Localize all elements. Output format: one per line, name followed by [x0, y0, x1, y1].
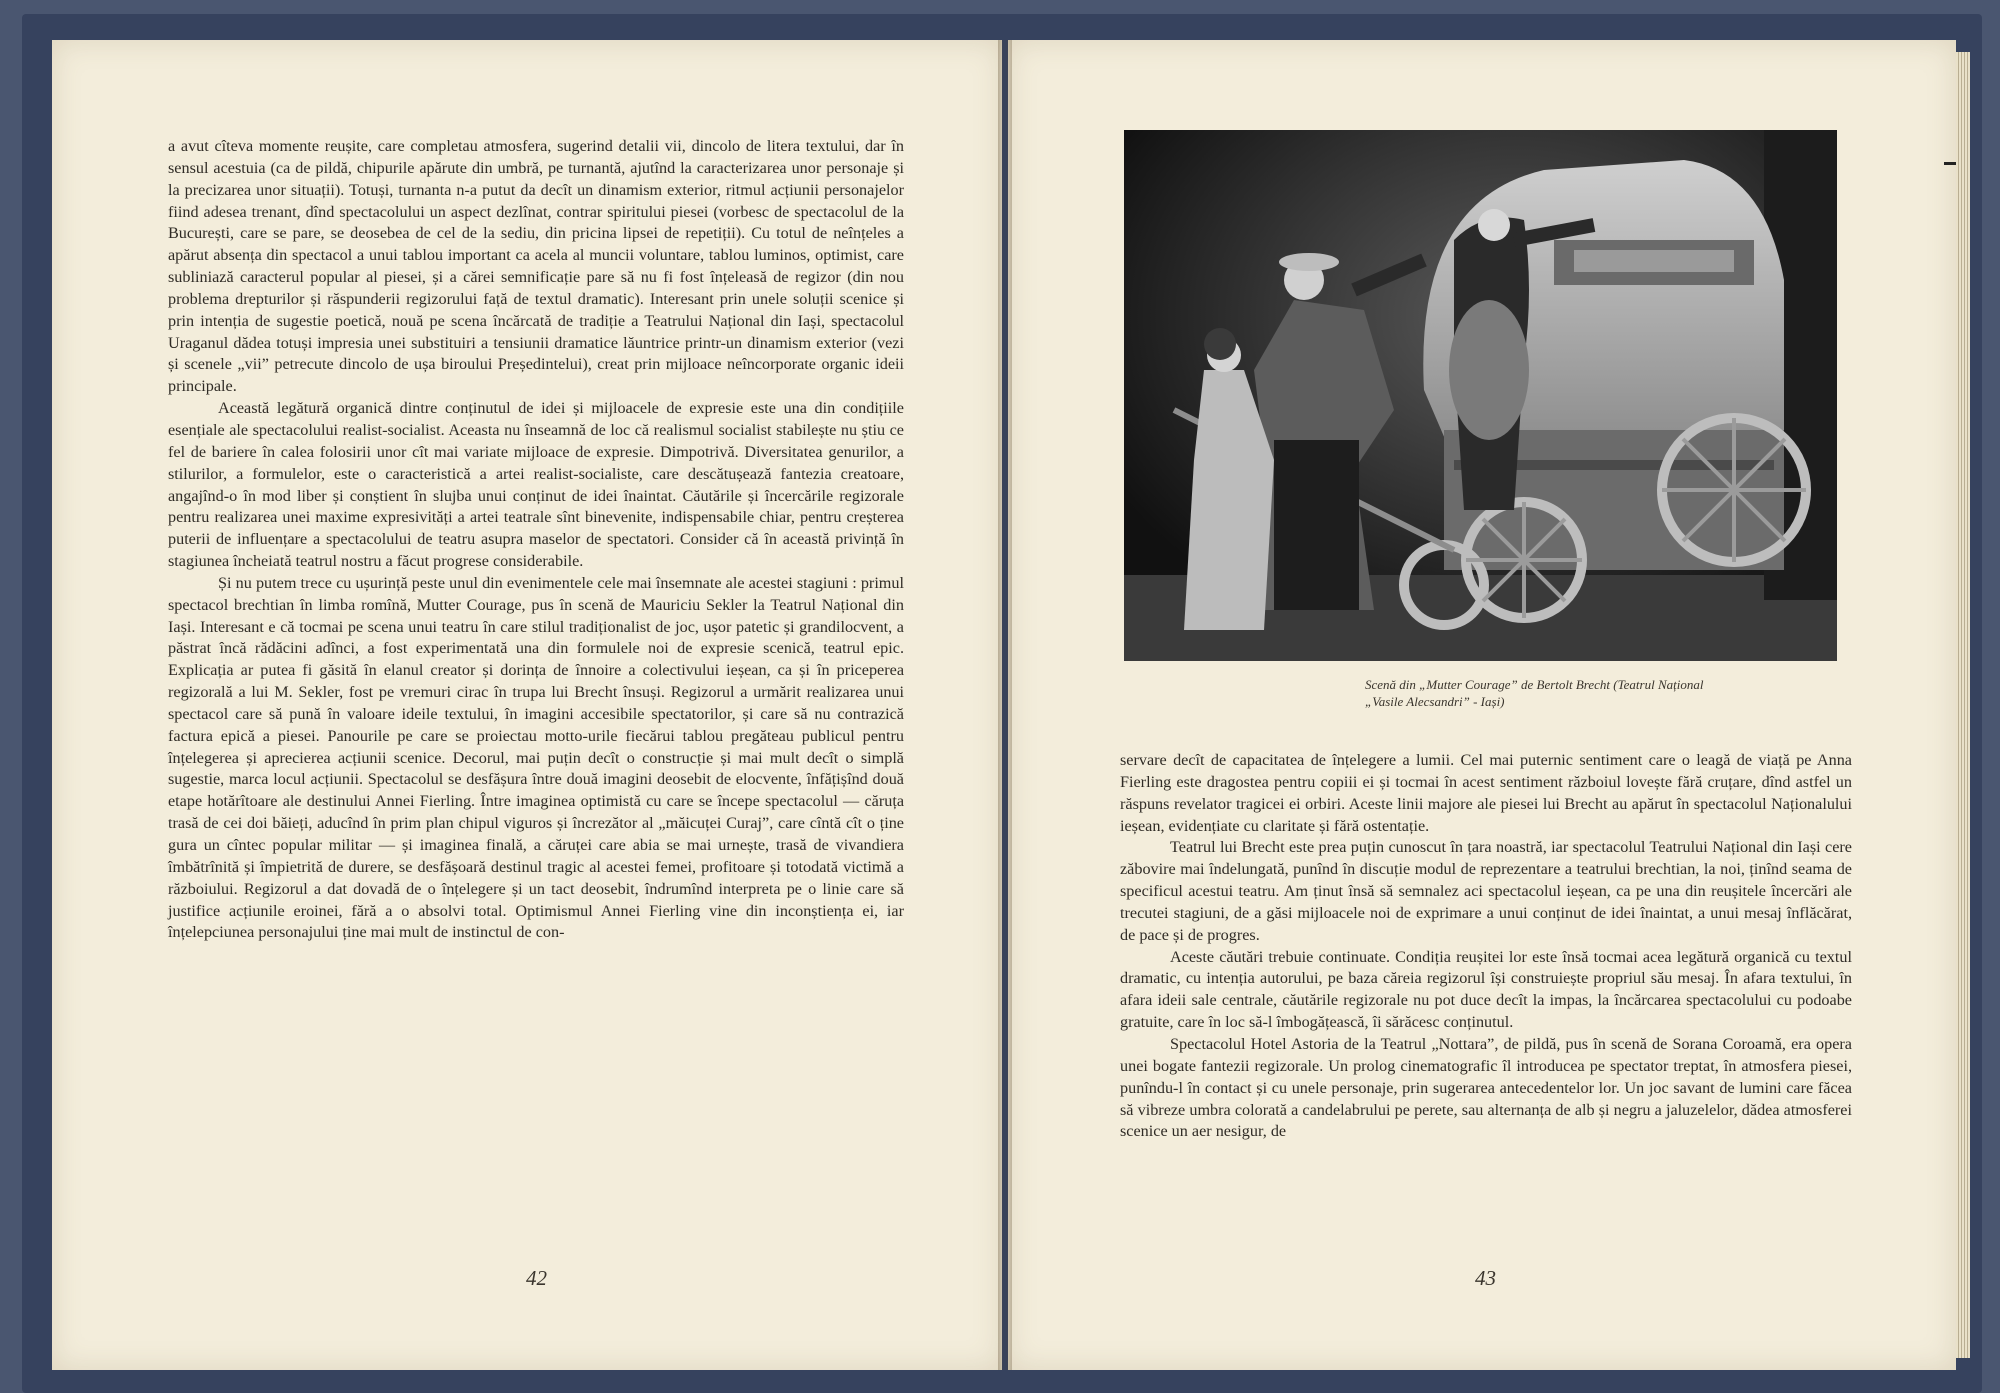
book-gutter — [998, 40, 1012, 1370]
paragraph: Și nu putem trece cu ușurință peste unul din evenimentele cele mai însemnate ale acestei stagiuni : primul spectacol brechtian în limba romînă, Mutter Courage, pus în scenă de Mauriciu Sekler la Teatrul Național din Iași. Interesant e că tocmai pe scena unui teatru în care stilul tradiționalist de joc, ușor patetic și grandilocvent, a păstrat încă rădăcini adînci, a fost experimentată una din formulele noi de expresie scenică, teatrul epic. Explicația ar putea fi găsită în elanul creator și dorința de înnoire a colectivului ieșean, ca și în priceperea regizorală a lui M. Sekler, fost pe vremuri cirac în trupa lui Brecht însuși. Regizorul a urmărit realizarea unui spectacol care să pună în valoare ideile textului, în imagini accesibile spectatorilor, și care să nu contrazică factura epică a piesei. Panourile pe care se proiectau motto-urile fiecărui tablou pregăteau publicul pentru înțelegerea și aprecierea acțiunii scenice. Decorul, mai puțin decît o construcție și mai mult decît o simplă sugestie, marca locul acțiunii. Spectacolul se desfășura între două imagini deosebit de elocvente, înfățișînd două etape hotărîtoare ale destinului Annei Fierling. Între imaginea optimistă cu care se începe spectacolul — căruța trasă de cei doi băieți, aducînd în prim plan chipul viguros și încrezător al „măicuței Curaj”, care cîntă cît o ține gura un cîntec popular militar — și imaginea finală, a căruței care abia se mai urnește, trasă de vivandiera îmbătrînită și împietrită de durere, se desfășoară destinul tragic al acestei femei, profitoare și totodată victimă a războiului. Regizorul a dat dovadă de o înțelegere și un tact deosebit, îndrumînd interpreta pe o linie care să justifice acțiunile eroinei, fără a o absolvi total. Optimismul Annei Fierling vine din inconștiența ei, iar înțelepciunea personajului ține mai mult de instinctul de con- — [168, 573, 904, 942]
photo-caption — [1365, 676, 1850, 710]
paragraph: Teatrul lui Brecht este prea puțin cunoscut în țara noastră, iar spectacolul Teatrului Național din Iași cere zăbovire mai îndelungată, punînd în discuție modul de reprezentare a teatrului brechtian, la noi, ținînd seama de specificul acestui teatru. Am ținut însă să semnalez aci spectacolul ieșean, ca pe una din reușitele încercări ale trecutei stagiuni, de a găsi mijloacele noi de exprimare a unui conținut de idei înaintat, a unui mesaj înflăcărat, de pace și de progres. — [1120, 838, 1852, 944]
paragraph: servare decît de capacitatea de înțelegere a lumii. Cel mai puternic sentiment care o leagă de viață pe Anna Fierling este dragostea pentru copiii ei și tocmai în acest sentiment războiul lovește fără cruțare, dînd astfel un răspuns revelator tragicei ei orbiri. Aceste linii majore ale piesei lui Brecht au apărut în spectacolul Naționalului ieșean, evidențiate cu claritate și fără ostentație. — [1120, 751, 1852, 835]
page-number-left: 42 — [526, 1266, 547, 1290]
page-edges — [1956, 52, 1970, 1358]
stage-photo — [1124, 130, 1837, 661]
page-number-right: 43 — [1475, 1266, 1496, 1290]
right-page-text — [1120, 750, 1852, 1143]
paragraph: Această legătură organică dintre conținutul de idei și mijloacele de expresie este una din condițiile esențiale ale spectacolului realist-socialist. Aceasta nu înseamnă de loc că realismul socialist stabilește nu știu ce fel de bariere în calea folosirii unor cît mai variate mijloace de expresie. Dimpotrivă. Diversitatea genurilor, a stilurilor, a formulelor, este o caracteristică a artei realist-socialiste, care descătușează fantezia creatoare, angajînd-o în mod liber și conștient în slujba unui conținut de idei înaintat. Căutările și încercările regizorale pentru realizarea unei maxime expresivități a artei teatrale sînt binevenite, indispensabile chiar, pentru creșterea puterii de influențare a spectacolului de teatru asupra maselor de spectatori. Consider că în această privință în stagiunea încheiată teatrul nostru a făcut progrese considerabile. — [168, 399, 904, 571]
paragraph: Aceste căutări trebuie continuate. Condiția reușitei lor este însă tocmai acea legătură organică cu textul dramatic, cu intenția autorului, pe baza căreia regizorul își construiește propriul său mesaj. În afara textului, în afara ideii sale centrale, căutările regizorale nu pot duce decît la impas, la încărcarea spectacolului cu podoabe gratuite, care în loc să-l îmbogățească, îi sărăcesc conținutul. — [1120, 947, 1852, 1032]
left-page-text — [168, 136, 904, 944]
paragraph: Spectacolul Hotel Astoria de la Teatrul „Nottara”, de pildă, pus în scenă de Sorana Coroamă, era opera unei bogate fantezii regizorale. Un prolog cinematografic îl introducea pe spectator treptat, în atmosfera piesei, punîndu-l în contact și cu unele personaje, prin sugerarea antecedentelor lor. Un joc savant de lumini care făcea să vibreze umbra colorată a candelabrului pe perete, sau alternanța de alb și negru a jaluzelelor, dădea atmosferei scenice un aer nesigur, de — [1120, 1034, 1852, 1141]
margin-mark — [1944, 162, 1956, 165]
caption-line: Scenă din „Mutter Courage” de Bertolt Brecht (Teatrul Național — [1365, 677, 1704, 692]
caption-line: „Vasile Alecsandri” - Iași) — [1365, 694, 1505, 709]
paragraph: a avut cîteva momente reușite, care completau atmosfera, sugerind detalii vii, dincolo de litera textului, dar în sensul acestuia (ca de pildă, chipurile apărute din umbră, pe turnantă, ajutînd la caracterizarea unor personaje și la precizarea unor situații). Totuși, turnanta n-a putut da decît un dinamism exterior, ritmul acțiunii personajelor fiind adesea trenant, dînd spectacolului un aspect dezlînat, contrar spiritului piesei (vorbesc de spectacolul de la București, care se pare, se deosebea de cel de la sediu, din pricina lipsei de repetiții). Cu totul de neînțeles a apărut absența din spectacol a unui tablou important ca acela al muncii voluntare, tablou luminos, optimist, care subliniază caracterul popular al piesei, și a cărei semnificație pare să nu fi fost înțeleasă de regizor (din nou problema drepturilor și răspunderii regizorului față de textul dramatic). Interesant prin unele soluții scenice și prin intenția de sugestie poetică, nouă pe scena încărcată de tradiție a Teatrului Național din Iași, spectacolul Uraganul dădea totuși impresia unei substituiri a tensiunii dramatice lăuntrice printr-un dinamism exterior (vezi și scenele „vii” petrecute dincolo de ușa biroului Președintelui), creat prin mijloace neîncorporate organic ideii principale. — [168, 137, 904, 396]
